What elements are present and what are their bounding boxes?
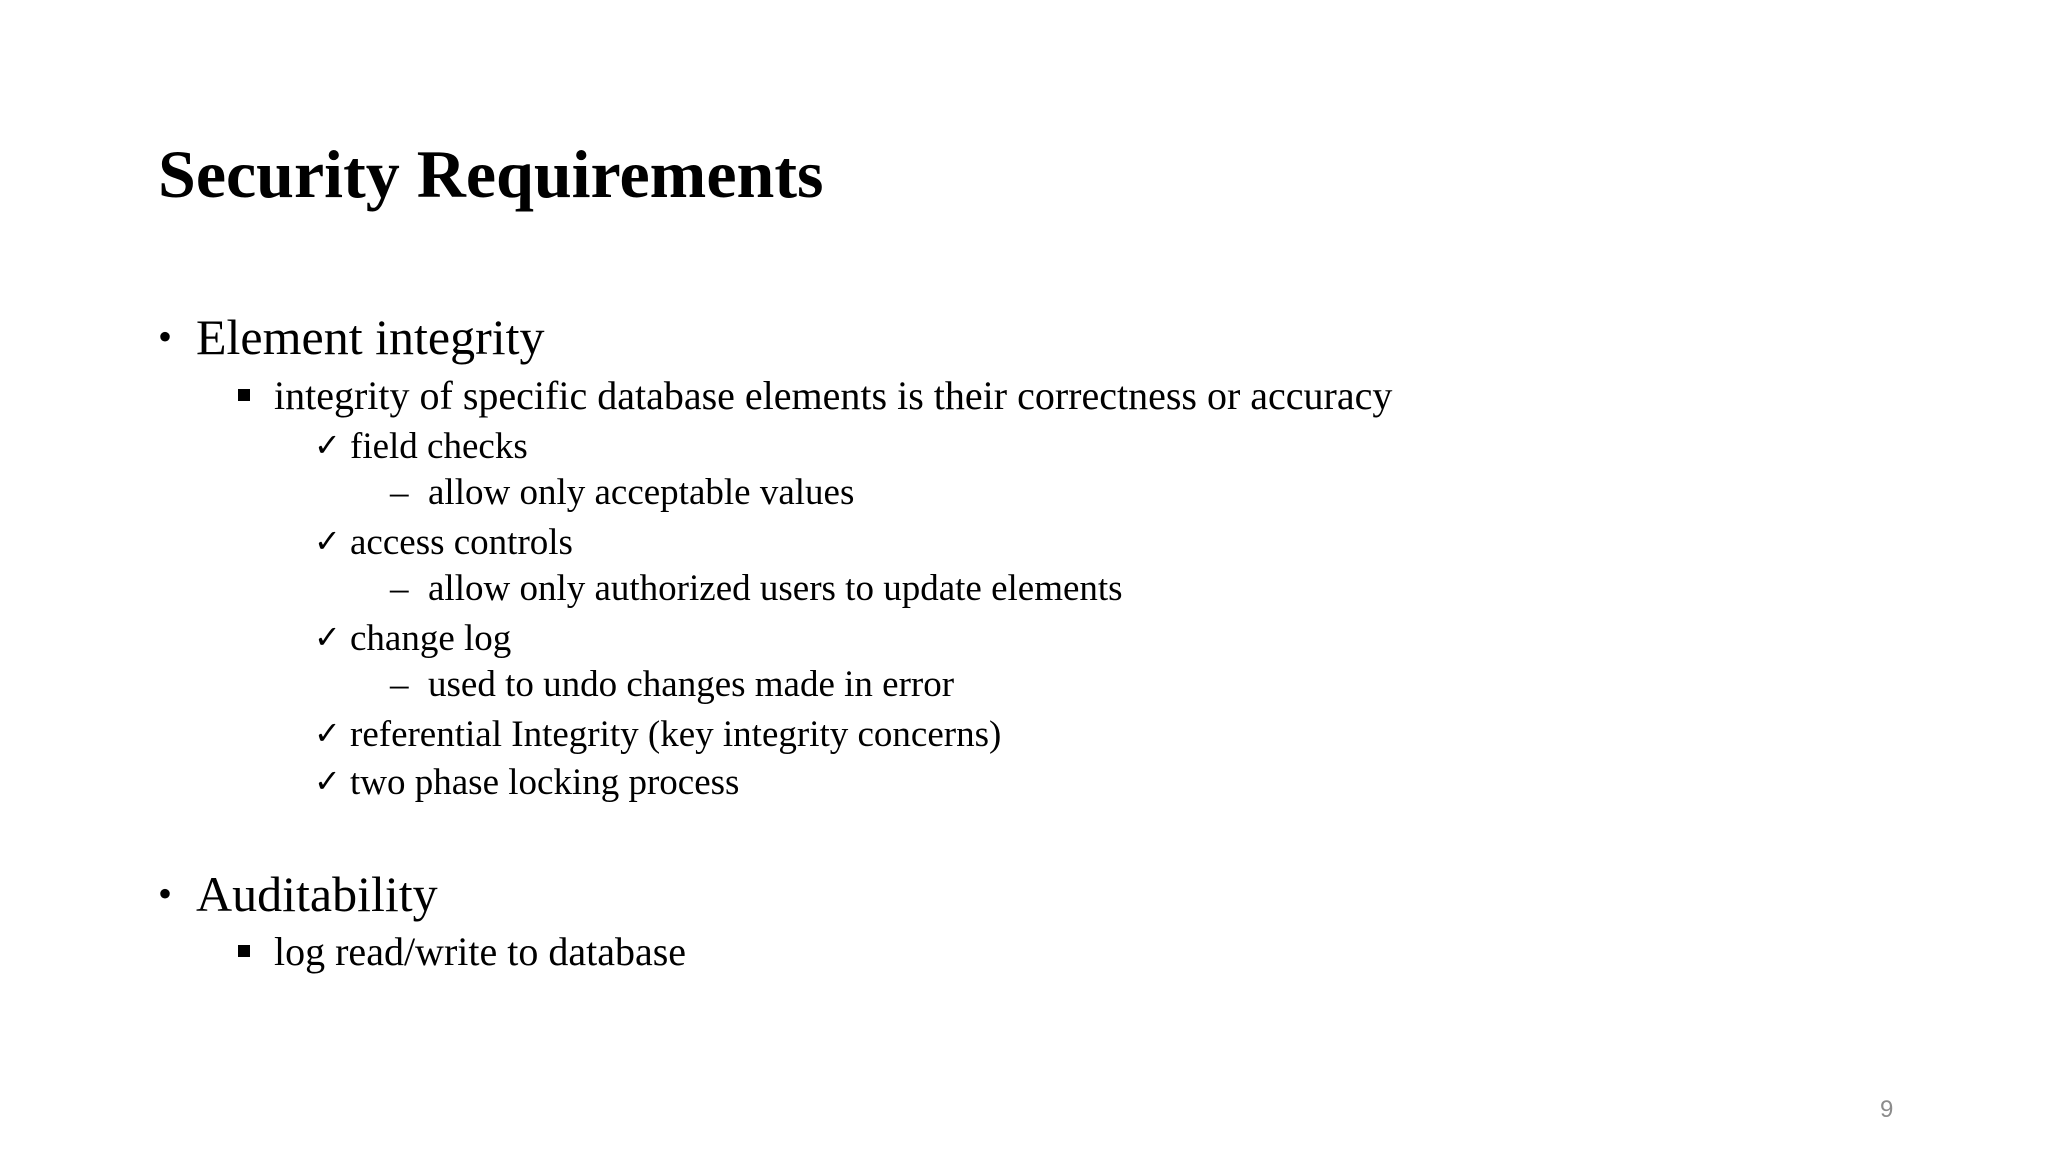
- subbullet-integrity-definition: [238, 372, 1392, 420]
- dash-item-text: allow only acceptable values: [428, 472, 855, 513]
- checkmark-icon: ✓: [314, 762, 341, 800]
- subbullet-text: integrity of specific database elements is their correctness or accuracy: [274, 373, 1393, 418]
- bullet-dot-icon: •: [158, 871, 173, 916]
- dash-icon: –: [390, 664, 409, 705]
- check-item-field-checks: [314, 422, 528, 470]
- subbullet-auditability-detail: [238, 928, 686, 976]
- check-item-text: referential Integrity (key integrity concerns): [350, 714, 1002, 755]
- dash-icon: –: [390, 568, 409, 609]
- check-item-change-log: [314, 614, 511, 662]
- dash-item-text: used to undo changes made in error: [428, 664, 955, 705]
- dash-item-field-checks-detail: [390, 470, 854, 516]
- checkmark-icon: ✓: [314, 714, 341, 752]
- check-item-text: field checks: [350, 426, 528, 467]
- page-number: 9: [1880, 1096, 1894, 1123]
- check-item-text: access controls: [350, 522, 573, 563]
- dash-icon: –: [390, 472, 409, 513]
- check-item-referential-integrity: [314, 710, 1001, 758]
- dash-item-text: allow only authorized users to update elements: [428, 568, 1123, 609]
- checkmark-icon: ✓: [314, 426, 341, 464]
- square-bullet-icon: [238, 945, 250, 957]
- square-bullet-icon: [238, 389, 250, 401]
- check-item-text: two phase locking process: [350, 762, 740, 803]
- subbullet-text: log read/write to database: [274, 929, 687, 974]
- checkmark-icon: ✓: [314, 522, 341, 560]
- bullet-text: Element integrity: [196, 309, 545, 365]
- bullet-auditability: [158, 866, 438, 922]
- check-item-text: change log: [350, 618, 512, 659]
- check-item-access-controls: [314, 518, 573, 566]
- check-item-two-phase-locking: [314, 758, 739, 806]
- bullet-dot-icon: •: [158, 314, 173, 359]
- dash-item-access-controls-detail: [390, 566, 1123, 612]
- bullet-element-integrity: [158, 309, 545, 365]
- checkmark-icon: ✓: [314, 618, 341, 656]
- slide-title: Security Requirements: [158, 136, 824, 212]
- bullet-text: Auditability: [196, 866, 438, 922]
- dash-item-change-log-detail: [390, 662, 954, 708]
